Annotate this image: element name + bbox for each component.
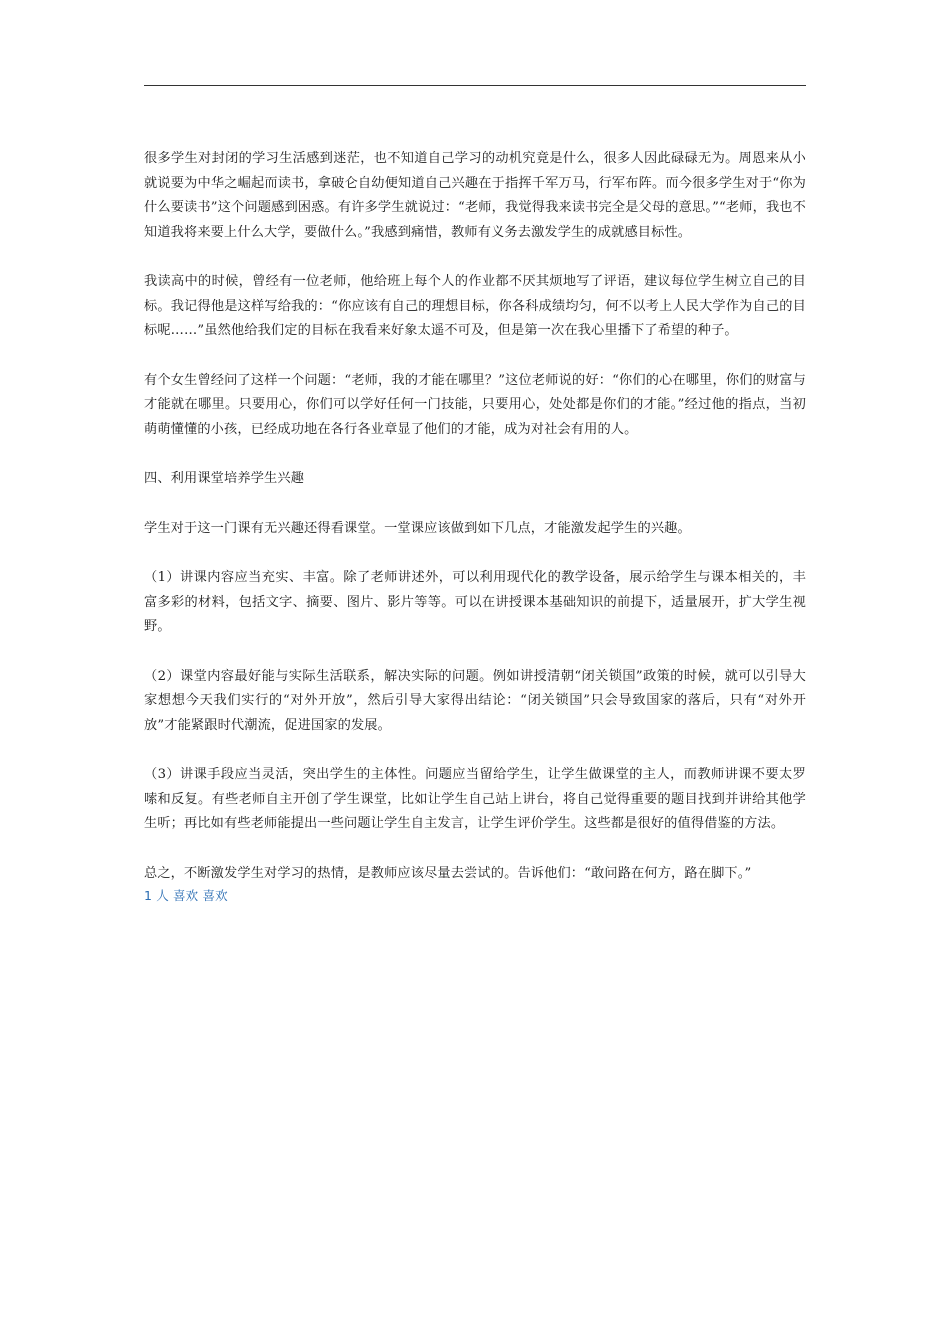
section-heading: 四、利用课堂培养学生兴趣 [144,471,305,486]
article-body [144,147,806,906]
like-button[interactable]: 喜欢 [202,888,228,903]
likes-bar [144,886,806,906]
point-2: （2）课堂内容最好能与实际生活联系，解决实际的问题。例如讲授清朝“闭关锁国”政策的时候，就可以引导大家想想今天我们实行的“对外开放”，然后引导大家得出结论：“闭关锁国”只会导致国家的落后，只有“对外开放”才能紧跟时代潮流，促进国家的发展。 [144,668,806,733]
paragraph-conclusion: 总之，不断激发学生对学习的热情，是教师应该尽量去尝试的。告诉他们：“敢问路在何方，路在脚下。” [144,865,752,881]
paragraph-motivation: 很多学生对封闭的学习生活感到迷茫，也不知道自己学习的动机究竟是什么，很多人因此碌碌无为。周恩来从小就说要为中华之崛起而读书，拿破仑自幼便知道自己兴趣在于指挥千军万马，行军布阵。而今很多学生对于“你为什么要读书”这个问题感到困惑。有许多学生就说过：“老师，我觉得我来读书完全是父母的意思。”“老师，我也不知道我将来要上什么大学，要做什么。”我感到痛惜，教师有义务去激发学生的成就感目标性。 [144,151,806,240]
paragraph-intro: 学生对于这一门课有无兴趣还得看课堂。一堂课应该做到如下几点，才能激发起学生的兴趣。 [144,520,691,536]
point-3: （3）讲课手段应当灵活，突出学生的主体性。问题应当留给学生，让学生做课堂的主人，而教师讲课不要太罗嗦和反复。有些老师自主开创了学生课堂，比如让学生自己站上讲台，将自己觉得重要的题目找到并讲给其他学生听；再比如有些老师能提出一些问题让学生自主发言，让学生评价学生。这些都是很好的值得借鉴的方法。 [144,767,806,831]
paragraph-teacher-memory: 我读高中的时候，曾经有一位老师，他给班上每个人的作业都不厌其烦地写了评语，建议每位学生树立自己的目标。我记得他是这样写给我的：“你应该有自己的理想目标，你各科成绩均匀，何不以考上人民大学作为自己的目标呢……”虽然他给我们定的目标在我看来好象太遥不可及，但是第一次在我心里播下了希望的种子。 [144,274,806,338]
paragraph-talent-question: 有个女生曾经问了这样一个问题：“老师，我的才能在哪里？”这位老师说的好：“你们的心在哪里，你们的财富与才能就在哪里。只要用心，你们可以学好任何一门技能，只要用心，处处都是你们的才能。”经过他的指点，当初萌萌懂懂的小孩，已经成功地在各行各业章显了他们的才能，成为对社会有用的人。 [144,372,806,437]
like-count-link[interactable]: 1 人 喜欢 [144,888,199,903]
point-1: （1）讲课内容应当充实、丰富。除了老师讲述外，可以利用现代化的教学设备，展示给学生与课本相关的，丰富多彩的材料，包括文字、摘要、图片、影片等等。可以在讲授课本基础知识的前提下，适量展开，扩大学生视野。 [144,570,806,634]
header-divider [144,85,806,86]
